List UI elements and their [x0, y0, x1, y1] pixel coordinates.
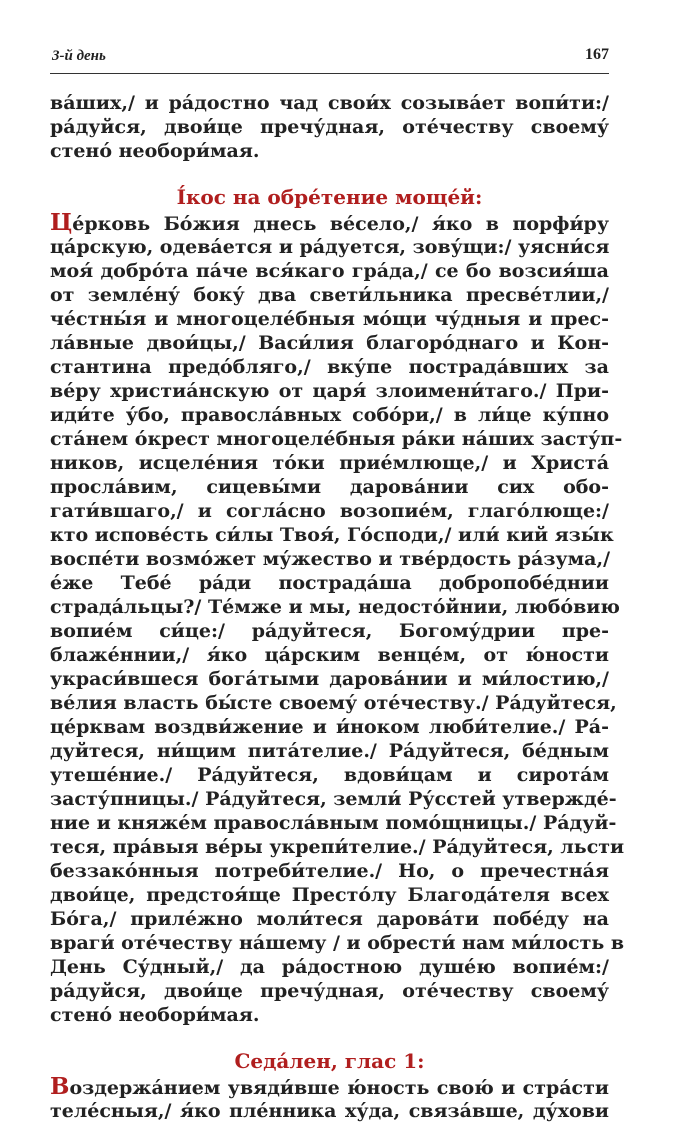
line-text: ва́ших,/ и ра́достно чад свои́х созыва́ет вопи́ти:/	[50, 92, 609, 114]
line-text: от земле́ну́ боку́ два свети́льника пресве́тлии,/	[50, 284, 609, 306]
text-line	[50, 283, 609, 307]
text-line	[50, 139, 609, 163]
line-text: ра́дуйся, двои́це пречу́дная, оте́честву своему́	[50, 116, 609, 138]
line-text: утеше́ние./ Ра́дуйтеся, вдови́цам и сирота́м	[50, 764, 609, 786]
drop-initial: В	[50, 1073, 70, 1100]
text-line	[50, 211, 609, 235]
line-text: Бо́га,/ приле́жно моли́теся дарова́ти побе́ду на	[50, 908, 609, 930]
line-text: оздержа́нием увяди́вше ю́ность свою́ и стра́сти	[69, 1077, 609, 1099]
line-text: че́стны́я и многоцеле́бныя мо́щи чу́дныя и прес-	[50, 308, 609, 330]
text-line	[50, 91, 609, 115]
line-text: День Су́дный,/ да ра́достною душе́ю вопие́м:/	[50, 956, 609, 978]
line-text: просла́вим, сицевы́ми дарова́нии сих обо-	[50, 476, 609, 498]
line-text: блаже́ннии,/ я́ко ца́рским венце́м, от ю́ности	[50, 644, 609, 666]
text-line	[50, 1099, 609, 1123]
line-text: враги́ оте́честву на́шему / и обрести́ нам ми́лость в	[50, 932, 625, 954]
line-text: дуйтеся, ни́щим пита́телие./ Ра́дуйтеся, бе́дным	[50, 740, 609, 762]
text-line	[50, 379, 609, 403]
sedalen-heading: Седа́лен, глас 1:	[234, 1049, 425, 1073]
text-line	[50, 1075, 609, 1099]
text-line	[50, 235, 609, 259]
text-line	[50, 523, 614, 547]
text-line	[50, 955, 609, 979]
text-line	[50, 115, 609, 139]
line-text: ве́лия власть бы́сте своему́ оте́честву./ Ра́дуйтеся,	[50, 692, 617, 714]
text-line	[50, 859, 609, 883]
line-text: стантина предо́бляго,/ вку́пе пострада́вших за	[50, 356, 609, 378]
line-text: ве́ру христиа́нскую от царя́ злоимени́таго./ При-	[50, 380, 609, 402]
text-line	[50, 715, 609, 739]
line-text: е́же Тебе́ ра́ди пострада́ша добропобе́днии	[50, 572, 609, 594]
text-line	[50, 979, 609, 1003]
line-text: ста́нем о́крест многоцеле́бныя ра́ки на́ших засту́п-	[50, 428, 623, 450]
text-line	[50, 643, 609, 667]
text-line	[50, 331, 609, 355]
line-text: теся, пра́выя ве́ры укрепи́телие./ Ра́дуйтеся, льсти	[50, 836, 625, 858]
running-title: 3-й день	[52, 48, 106, 64]
text-line	[50, 811, 617, 835]
line-text: моя́ добро́та па́че вся́каго гра́да,/ се бо возсия́ша	[50, 260, 609, 282]
line-text: вопие́м си́це:/ ра́дуйтеся, Богому́дрии пре-	[50, 620, 609, 642]
text-line	[50, 883, 609, 907]
text-line	[50, 787, 617, 811]
line-text: засту́пницы./ Ра́дуйтеся, земли́ Ру́сстей утвержде́-	[50, 788, 617, 810]
line-text: гати́вшаго,/ и согла́сно возопие́м, глаго́люще:/	[50, 500, 609, 522]
line-text: ние и княже́м правосла́вным помо́щницы./ Ра́дуй-	[50, 812, 617, 834]
text-line	[50, 547, 609, 571]
drop-initial: Ц	[50, 209, 73, 236]
text-line	[50, 763, 609, 787]
text-line	[50, 427, 623, 451]
line-text: иди́те у́бо, правосла́вных собо́ри,/ в ли́це ку́пно	[50, 404, 609, 426]
text-line	[50, 403, 609, 427]
text-line	[50, 667, 609, 691]
line-text: е́рковь Бо́жия днесь ве́село,/ я́ко в порфи́ру	[72, 213, 609, 235]
page-number: 167	[585, 46, 609, 63]
line-text: стено́ необори́мая.	[50, 140, 260, 162]
text-line	[50, 307, 609, 331]
text-line	[50, 931, 625, 955]
line-text: двои́це, предстоя́ще Престо́лу Благода́теля всех	[50, 884, 609, 906]
line-text: беззако́нныя потреби́телие./ Но, о пречестна́я	[50, 860, 609, 882]
text-line	[50, 619, 609, 643]
line-text: ников, исцеле́ния то́ки прие́млюще,/ и Христа́	[50, 452, 609, 474]
text-line	[50, 907, 609, 931]
line-text: ра́дуйся, двои́це пречу́дная, оте́честву своему́	[50, 980, 609, 1002]
text-line	[50, 835, 625, 859]
line-text: це́рквам воздви́жение и и́ноком люби́телие./ Ра́-	[50, 716, 609, 738]
line-text: стено́ необори́мая.	[50, 1004, 260, 1026]
text-line	[50, 571, 609, 595]
text-line	[50, 691, 617, 715]
ikos-heading: І́кос на обре́тение моще́й:	[176, 185, 483, 209]
line-text: воспе́ти возмо́жет му́жество и тве́рдость ра́зума,/	[50, 548, 611, 570]
text-line	[50, 355, 609, 379]
line-text: страда́льцы?/ Те́мже и мы, недосто́йнии, любо́вию	[50, 596, 620, 618]
line-text: ца́рскую, одева́ется и ра́дуется, зову́щи:/ уясни́ся	[50, 236, 610, 258]
line-text: теле́сныя,/ я́ко пле́нника ху́да, связа́вше, ду́хови	[50, 1100, 609, 1122]
text-line	[50, 475, 609, 499]
line-text: украси́вшеся бога́тыми дарова́нии и ми́лостию,/	[50, 668, 609, 690]
text-line	[50, 739, 609, 763]
text-line	[50, 259, 609, 283]
text-line	[50, 595, 620, 619]
text-line	[50, 499, 609, 523]
text-line	[50, 1003, 609, 1027]
line-text: кто испове́сть си́лы Твоя́, Го́споди,/ или́ кий язы́к	[50, 524, 614, 546]
text-line	[50, 451, 609, 475]
line-text: ла́вные двои́цы,/ Васи́лия благоро́днаго и Кон-	[50, 332, 609, 354]
